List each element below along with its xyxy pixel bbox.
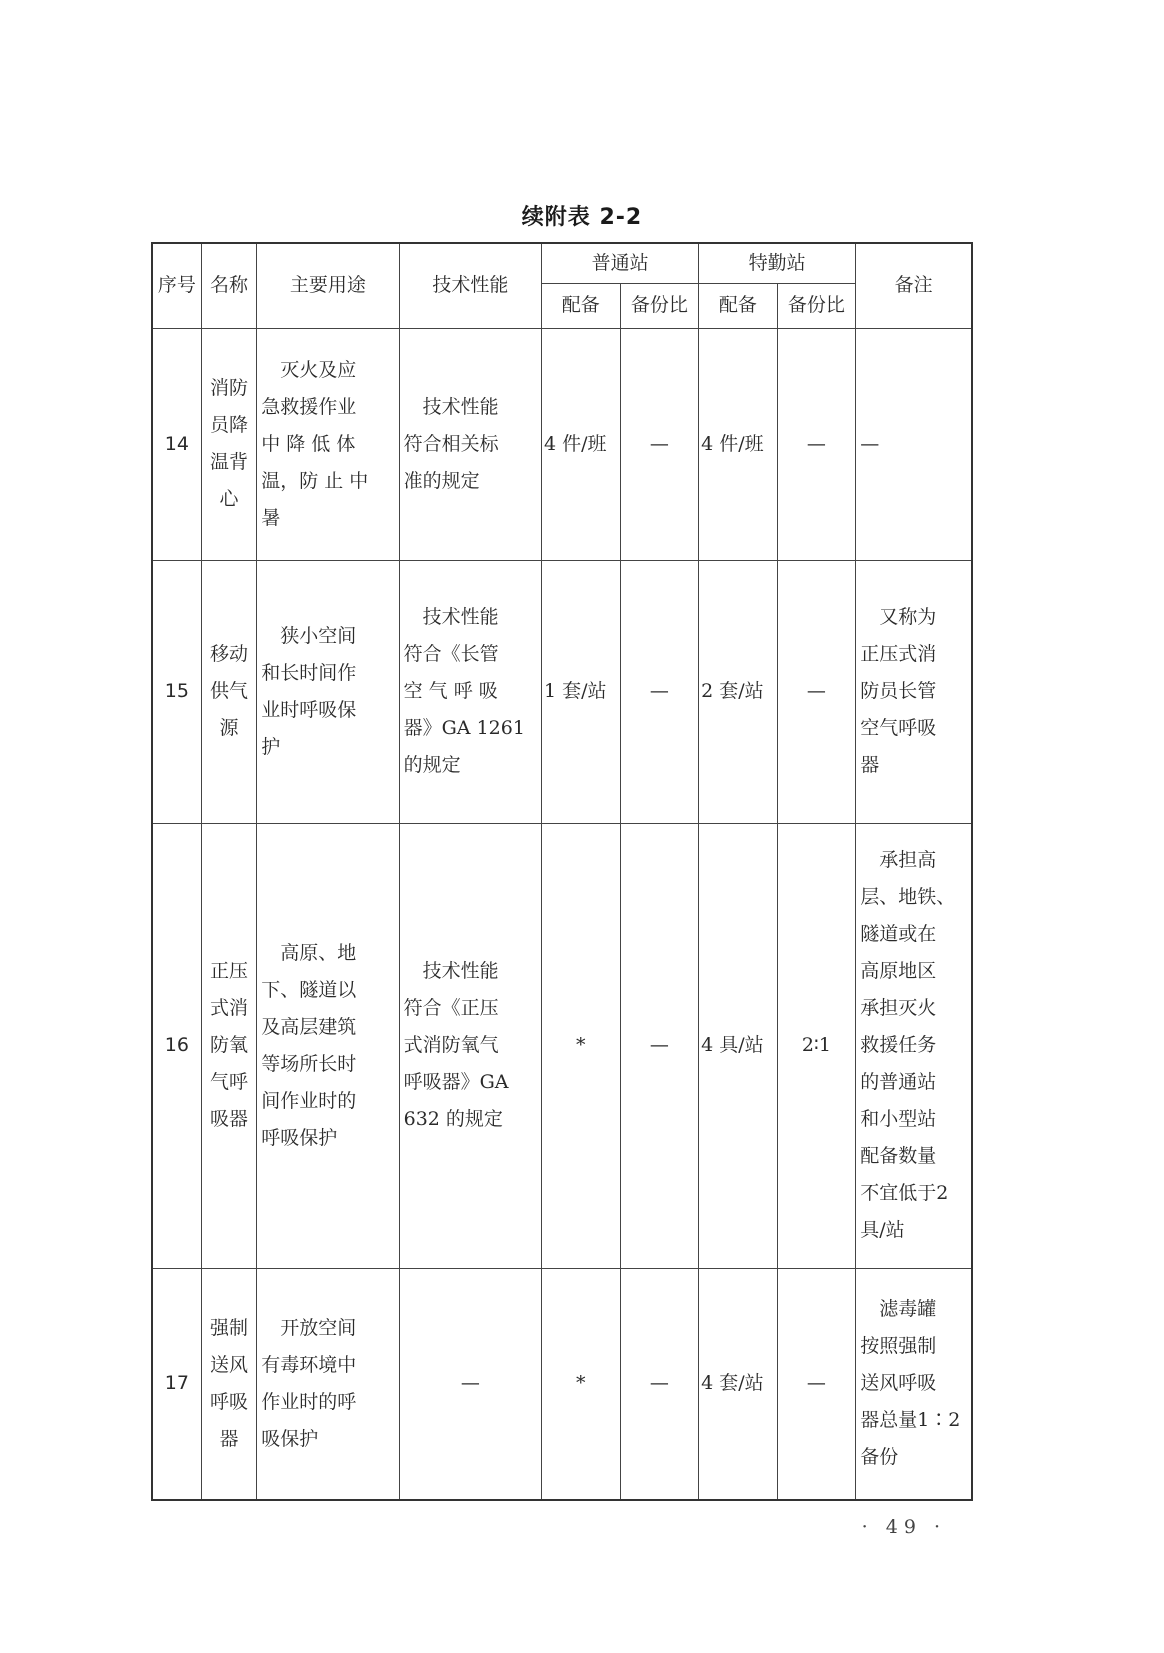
cell-remark: 又称为 正压式消 防员长管 空气呼吸 器 [856,560,972,823]
cell-special-backup: — [777,1268,856,1500]
cell-special-backup: — [777,328,856,560]
cell-special-equip: 4 具/站 [699,823,778,1268]
header-normal-station: 普通站 [542,243,699,283]
cell-normal-equip: * [542,823,621,1268]
header-special-station: 特勤站 [699,243,856,283]
cell-normal-backup: — [620,560,699,823]
cell-seq: 15 [152,560,201,823]
header-special-equip: 配备 [699,283,778,328]
cell-remark: 承担高 层、地铁、 隧道或在 高原地区 承担灭火 救援任务 的普通站 和小型站 配备数量 不宜低于2 具/站 [856,823,972,1268]
cell-tech: 技术性能 符合《正压 式消防氧气 呼吸器》GA 632 的规定 [399,823,541,1268]
cell-remark: 滤毒罐 按照强制 送风呼吸 器总量1∶2 备份 [856,1268,972,1500]
cell-normal-equip: * [542,1268,621,1500]
table-row [152,1268,972,1500]
cell-name: 正压 式消 防氧 气呼 吸器 [201,823,257,1268]
table-row [152,560,972,823]
table-row [152,328,972,560]
header-tech: 技术性能 [399,243,541,328]
header-seq: 序号 [152,243,201,328]
cell-remark: — [856,328,972,560]
cell-use: 狭小空间 和长时间作 业时呼吸保 护 [257,560,399,823]
cell-normal-equip: 1 套/站 [542,560,621,823]
cell-special-equip: 4 件/班 [699,328,778,560]
header-name: 名称 [201,243,257,328]
cell-seq: 14 [152,328,201,560]
cell-special-backup: 2∶1 [777,823,856,1268]
header-remark: 备注 [856,243,972,328]
cell-name: 消防 员降 温背 心 [201,328,257,560]
header-use: 主要用途 [257,243,399,328]
cell-tech: 技术性能 符合相关标 准的规定 [399,328,541,560]
page-number: · 49 · [861,1516,946,1538]
cell-name: 强制 送风 呼吸 器 [201,1268,257,1500]
cell-use: 高原、地 下、隧道以 及高层建筑 等场所长时 间作业时的 呼吸保护 [257,823,399,1268]
header-normal-backup: 备份比 [620,283,699,328]
header-normal-equip: 配备 [542,283,621,328]
equipment-table [151,242,973,1501]
cell-normal-backup: — [620,823,699,1268]
cell-special-equip: 2 套/站 [699,560,778,823]
cell-use: 灭火及应 急救援作业 中 降 低 体 温，防 止 中 暑 [257,328,399,560]
cell-normal-equip: 4 件/班 [542,328,621,560]
cell-seq: 17 [152,1268,201,1500]
cell-tech: 技术性能 符合《长管 空 气 呼 吸 器》GA 1261 的规定 [399,560,541,823]
header-special-backup: 备份比 [777,283,856,328]
cell-special-backup: — [777,560,856,823]
cell-name: 移动 供气 源 [201,560,257,823]
cell-tech: — [399,1268,541,1500]
cell-use: 开放空间 有毒环境中 作业时的呼 吸保护 [257,1268,399,1500]
cell-seq: 16 [152,823,201,1268]
cell-special-equip: 4 套/站 [699,1268,778,1500]
table-title: 续附表 2-2 [521,205,643,230]
table-row [152,823,972,1268]
cell-normal-backup: — [620,1268,699,1500]
cell-normal-backup: — [620,328,699,560]
